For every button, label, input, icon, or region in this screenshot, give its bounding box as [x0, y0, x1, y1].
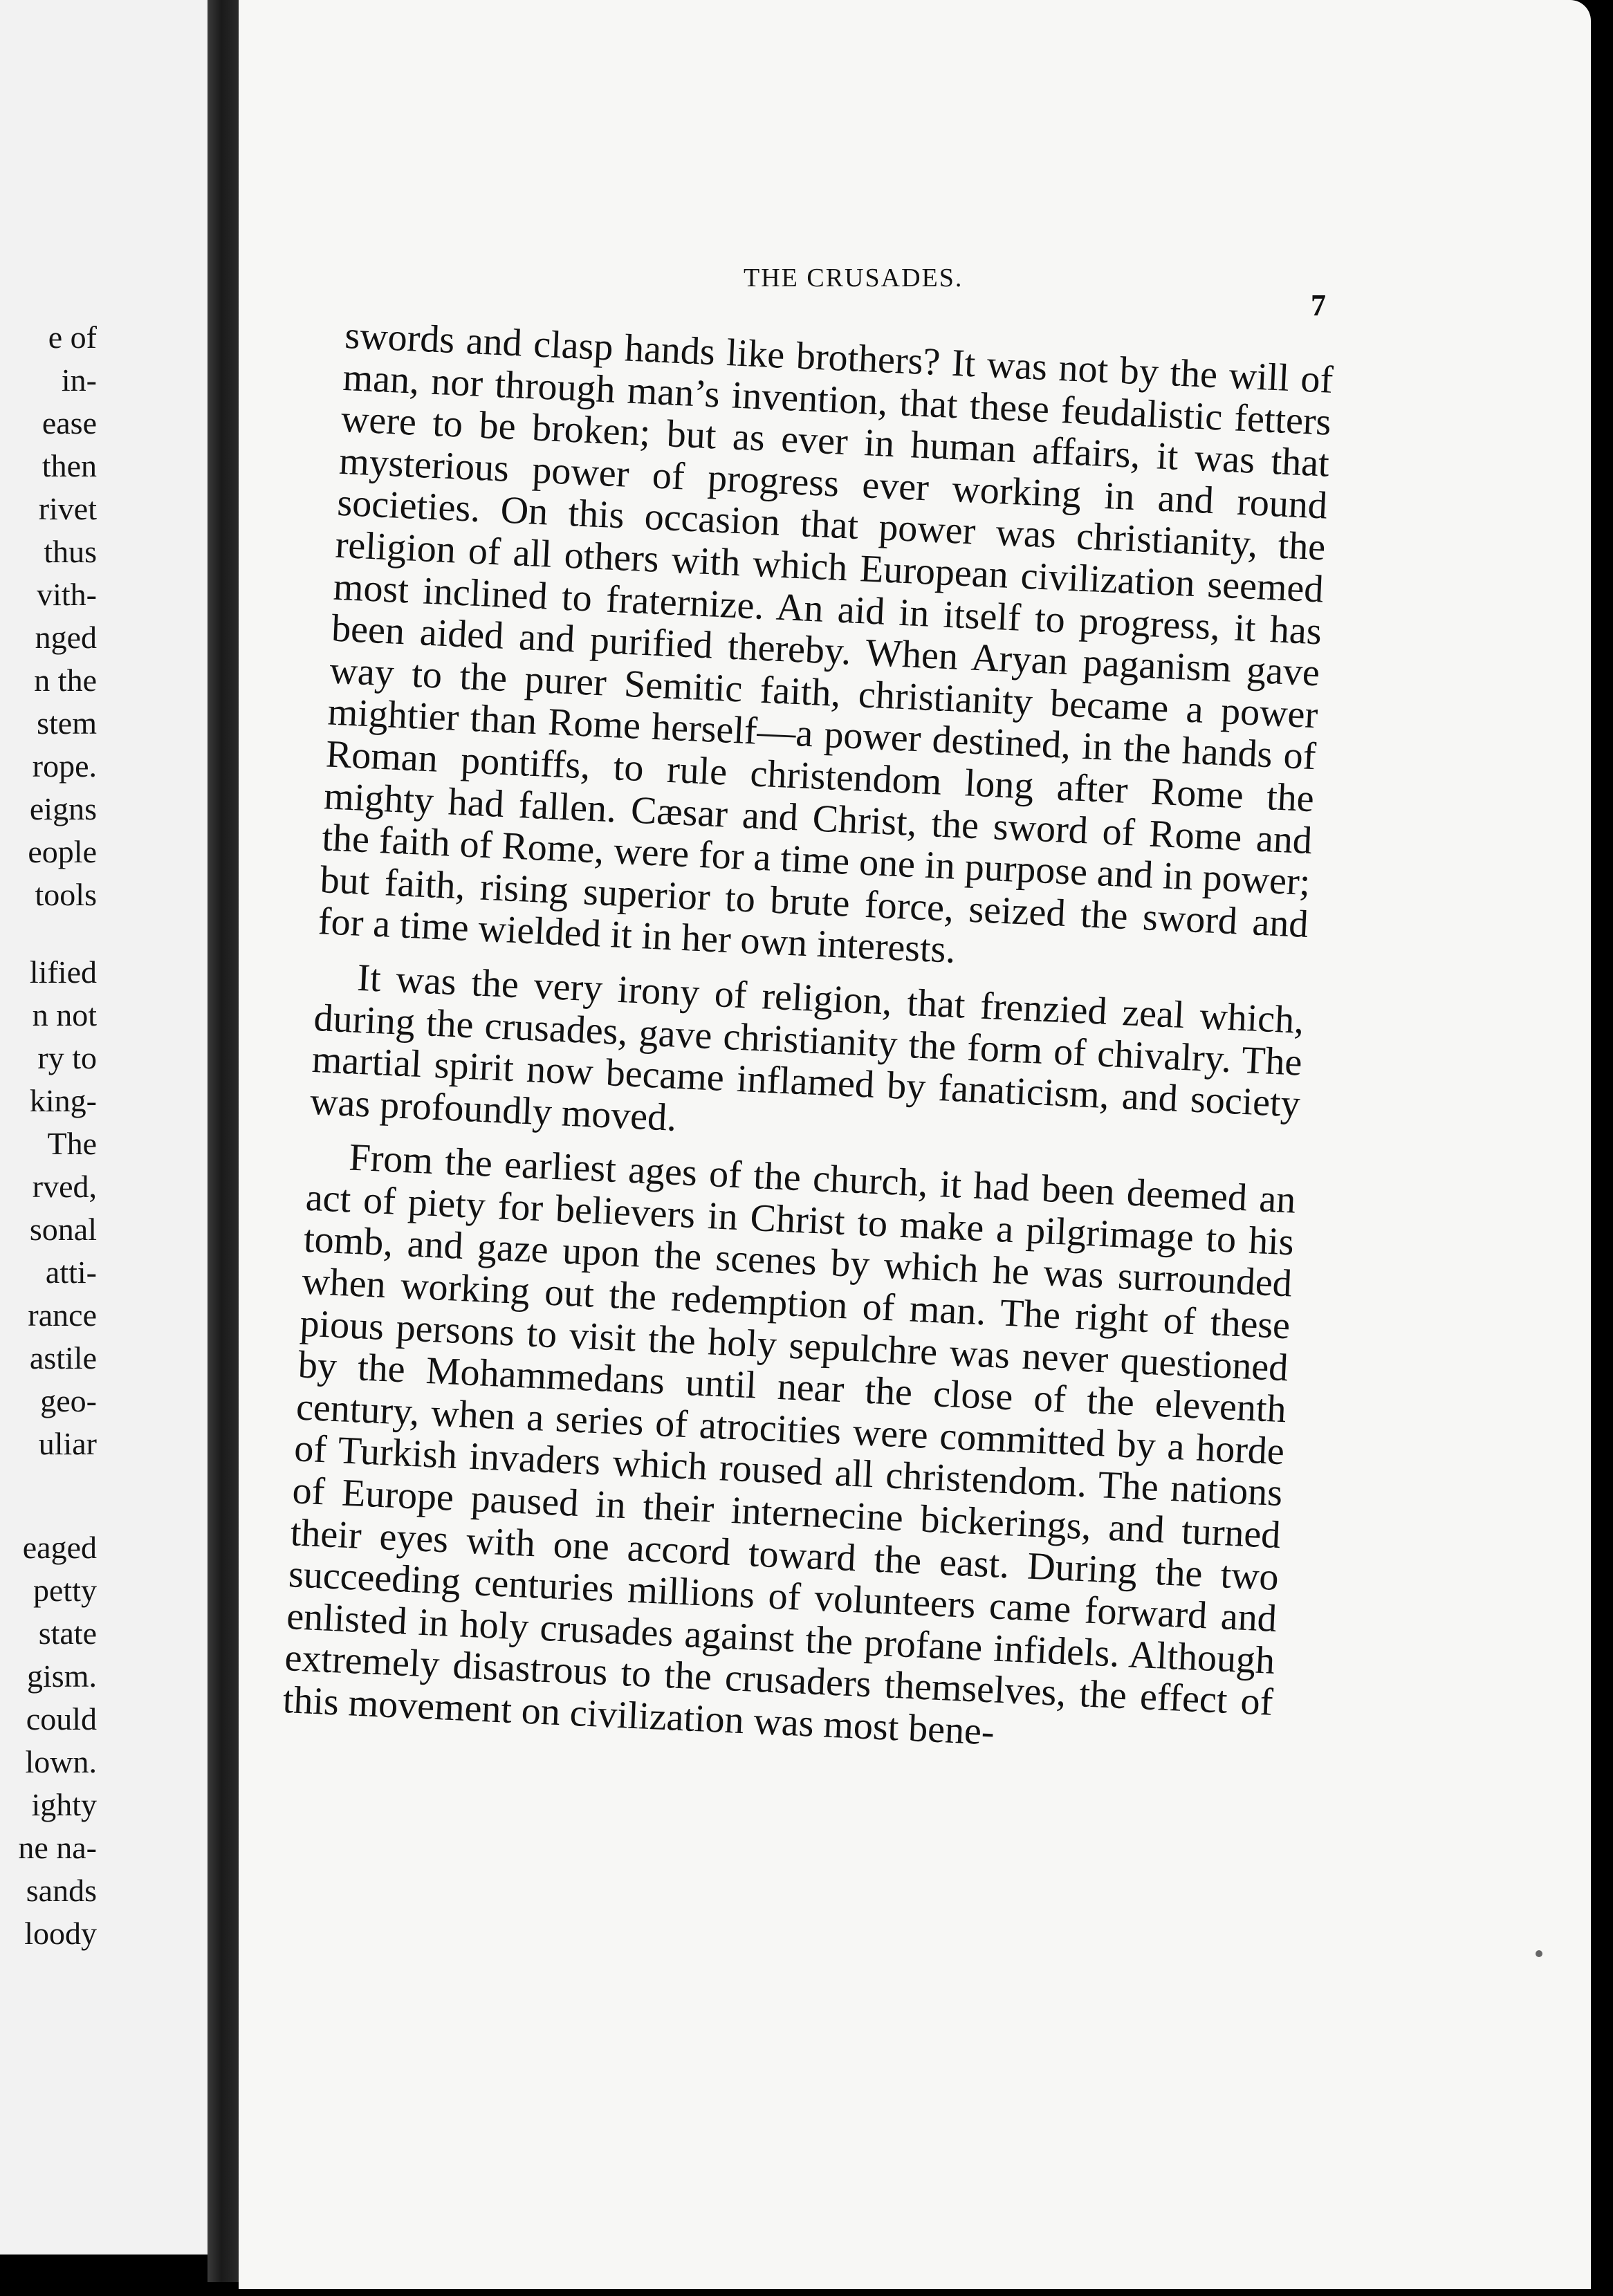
- prev-line-fragment: The: [47, 1126, 97, 1161]
- prev-line-fragment: could: [26, 1701, 97, 1737]
- prev-line-fragment: then: [42, 448, 97, 483]
- prev-line-fragment: lified: [29, 954, 97, 990]
- page-number: 7: [1311, 288, 1326, 322]
- previous-page-edge: [0, 0, 208, 2255]
- prev-line-fragment: eople: [28, 834, 97, 869]
- prev-line-fragment: thus: [44, 534, 97, 569]
- book-gutter: [208, 0, 242, 2282]
- prev-line-fragment: n not: [32, 997, 97, 1033]
- prev-line-fragment: ne na-: [18, 1830, 97, 1865]
- running-head: THE CRUSADES.: [744, 263, 964, 293]
- paragraph: From the earliest ages of the church, it had been deemed an act of piety for believers in Christ to make a pilgrimage to his tomb, and gaze upon the scenes by which he was surrounded when working out the redemption of man. The right of these pious persons to visit the holy sepulchre was never questioned by the Mohammedans until near the close of the eleventh century, when a series of atrocities were committed by a horde of Turkish invaders which roused all christendom. The nations of Europe paused in their internecine bickerings, and turned their eyes with one accord toward the east. During the two succeeding centuries millions of volunteers came forward and enlisted in holy crusades against the profane infidels. Although extremely disastrous to the crusaders themselves, the effect of this movement on civilization was most bene-: [282, 1136, 1297, 1754]
- paragraph: swords and clasp hands like brothers? It was not by the will of man, nor through man’s invention, that these feudalistic fetters were to be broken; but as ever in human affairs, it was that mysterious power of progress ever working in and round societies. On this occasion that power was christianity, the religion of all others with which European civilization seemed most inclined to fraternize. An aid in itself to progress, it has been aided and purified thereby. When Aryan paganism gave way to the purer Semitic faith, christianity became a power mightier than Rome herself—a power destined, in the hands of Roman pontiffs, to rule christendom long after Rome the mighty had fallen. Cæsar and Christ, the sword of Rome and the faith of Rome, were for a time one in purpose and in power; but faith, rising superior to brute force, seized the sword and for a time wielded it in her own interests.: [317, 314, 1334, 972]
- prev-line-fragment: stem: [37, 705, 97, 741]
- prev-line-fragment: state: [38, 1615, 97, 1651]
- prev-line-fragment: tools: [35, 877, 97, 912]
- prev-line-fragment: eigns: [29, 791, 97, 826]
- prev-line-fragment: vith-: [37, 577, 97, 612]
- prev-line-fragment: rance: [28, 1297, 97, 1333]
- prev-line-fragment: nged: [35, 620, 97, 655]
- prev-line-fragment: ighty: [31, 1787, 97, 1822]
- prev-line-fragment: gism.: [27, 1658, 97, 1694]
- prev-line-fragment: petty: [33, 1573, 97, 1608]
- prev-line-fragment: astile: [29, 1340, 97, 1376]
- prev-line-fragment: eaged: [22, 1530, 97, 1565]
- prev-line-fragment: rivet: [38, 491, 97, 526]
- prev-line-fragment: e of: [48, 320, 97, 355]
- prev-line-fragment: ease: [42, 405, 97, 441]
- prev-line-fragment: rope.: [32, 748, 97, 784]
- prev-line-fragment: sonal: [29, 1212, 97, 1247]
- prev-line-fragment: n the: [34, 663, 97, 698]
- prev-line-fragment: loody: [24, 1916, 97, 1951]
- prev-line-fragment: ry to: [37, 1040, 97, 1075]
- book-page: [239, 0, 1591, 2289]
- paragraph: It was the very irony of religion, that frenzied zeal which, during the crusades, gave christianity the form of chivalry. The martial spirit now became inflamed by fanaticism, and society was profoundly moved.: [308, 956, 1305, 1140]
- body-text: [270, 315, 1334, 2038]
- prev-line-fragment: lown.: [25, 1744, 97, 1779]
- prev-line-fragment: rved,: [32, 1169, 97, 1204]
- prev-line-fragment: atti-: [45, 1255, 97, 1290]
- prev-line-fragment: uliar: [38, 1426, 97, 1461]
- prev-line-fragment: sands: [26, 1873, 97, 1908]
- prev-line-fragment: king-: [29, 1083, 97, 1118]
- scan-speck: [1536, 1950, 1542, 1957]
- prev-line-fragment: geo-: [40, 1383, 97, 1418]
- prev-line-fragment: in-: [61, 362, 97, 398]
